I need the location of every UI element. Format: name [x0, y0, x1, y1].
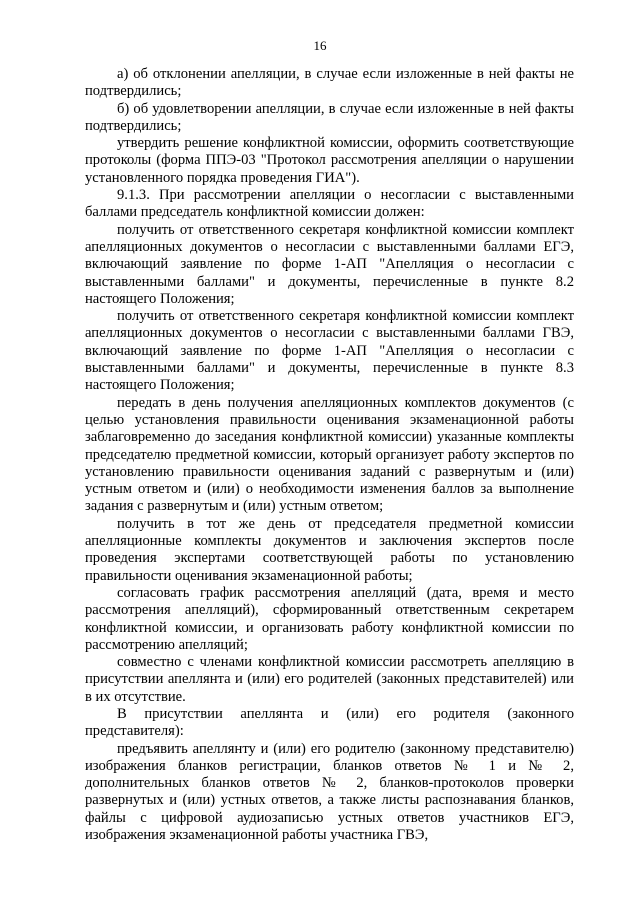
paragraph-present-images: предъявить апеллянту и (или) его родителю (законному представителю) изображения бланков регистрации, бланков ответов № 1 и № 2, дополнительных бланков ответов № 2, бланков-протоколов проверки развернутых и (или) устных ответов, а также листы распознавания бланков, файлы с цифровой аудиозаписью устных ответов участников ЕГЭ, изображения экзаменационной работы участника ГВЭ,: [85, 740, 574, 844]
paragraph-approval: б) об удовлетворении апелляции, в случае если изложенные в ней факты подтвердились;: [85, 100, 574, 134]
paragraph-review-appeal: совместно с членами конфликтной комиссии рассмотреть апелляцию в присутствии апеллянта и (или) его родителей (законных представителей) или в их отсутствие.: [85, 654, 574, 705]
paragraph-receive-conclusions: получить в тот же день от председателя предметной комиссии апелляционные комплекты документов и заключения экспертов после проведения экспертами соответствующей работы по установлению правильности оценивания экзаменационной работы;: [85, 515, 574, 584]
paragraph-receive-ege: получить от ответственного секретаря конфликтной комиссии комплект апелляционных документов о несогласии с выставленными баллами ЕГЭ, включающий заявление по форме 1-АП "Апелляция о несогласии с выставленными баллами" и документы, перечисленные в пункте 8.2 настоящего Положения;: [85, 221, 574, 307]
paragraph-receive-gve: получить от ответственного секретаря конфликтной комиссии комплект апелляционных документов о несогласии с выставленными баллами ГВЭ, включающий заявление по форме 1-АП "Апелляция о несогласии с выставленными баллами" и документы, перечисленные в пункте 8.3 настоящего Положения;: [85, 308, 574, 394]
paragraph-rejection: а) об отклонении апелляции, в случае если изложенные в ней факты не подтвердились;: [85, 66, 574, 100]
paragraph-section-9-1-3: 9.1.3. При рассмотрении апелляции о несогласии с выставленными баллами председатель конфликтной комиссии должен:: [85, 187, 574, 221]
page-number: 16: [313, 38, 327, 53]
paragraph-transfer-documents: передать в день получения апелляционных комплектов документов (с целью установления правильности оценивания экзаменационной работы заблаговременно до заседания конфликтной комиссии) указанные комплекты председателю предметной комиссии, который организует работу экспертов по установлению правильности оценивания заданий с развернутым и (или) устным ответом и (или) о необходимости изменения баллов за выполнение задания с развернутым и (или) устным ответом;: [85, 394, 574, 515]
document-body: [85, 66, 574, 844]
paragraph-in-presence: В присутствии апеллянта и (или) его родителя (законного представителя):: [85, 705, 574, 740]
paragraph-confirm-decision: утвердить решение конфликтной комиссии, оформить соответствующие протоколы (форма ППЭ-03 "Протокол рассмотрения апелляции о нарушении установленного порядка проведения ГИА").: [85, 135, 574, 186]
paragraph-schedule: согласовать график рассмотрения апелляций (дата, время и место рассмотрения апелляций), сформированный ответственным секретарем конфликтной комиссии, и организовать работу конфликтной комиссии по рассмотрению апелляций;: [85, 584, 574, 653]
